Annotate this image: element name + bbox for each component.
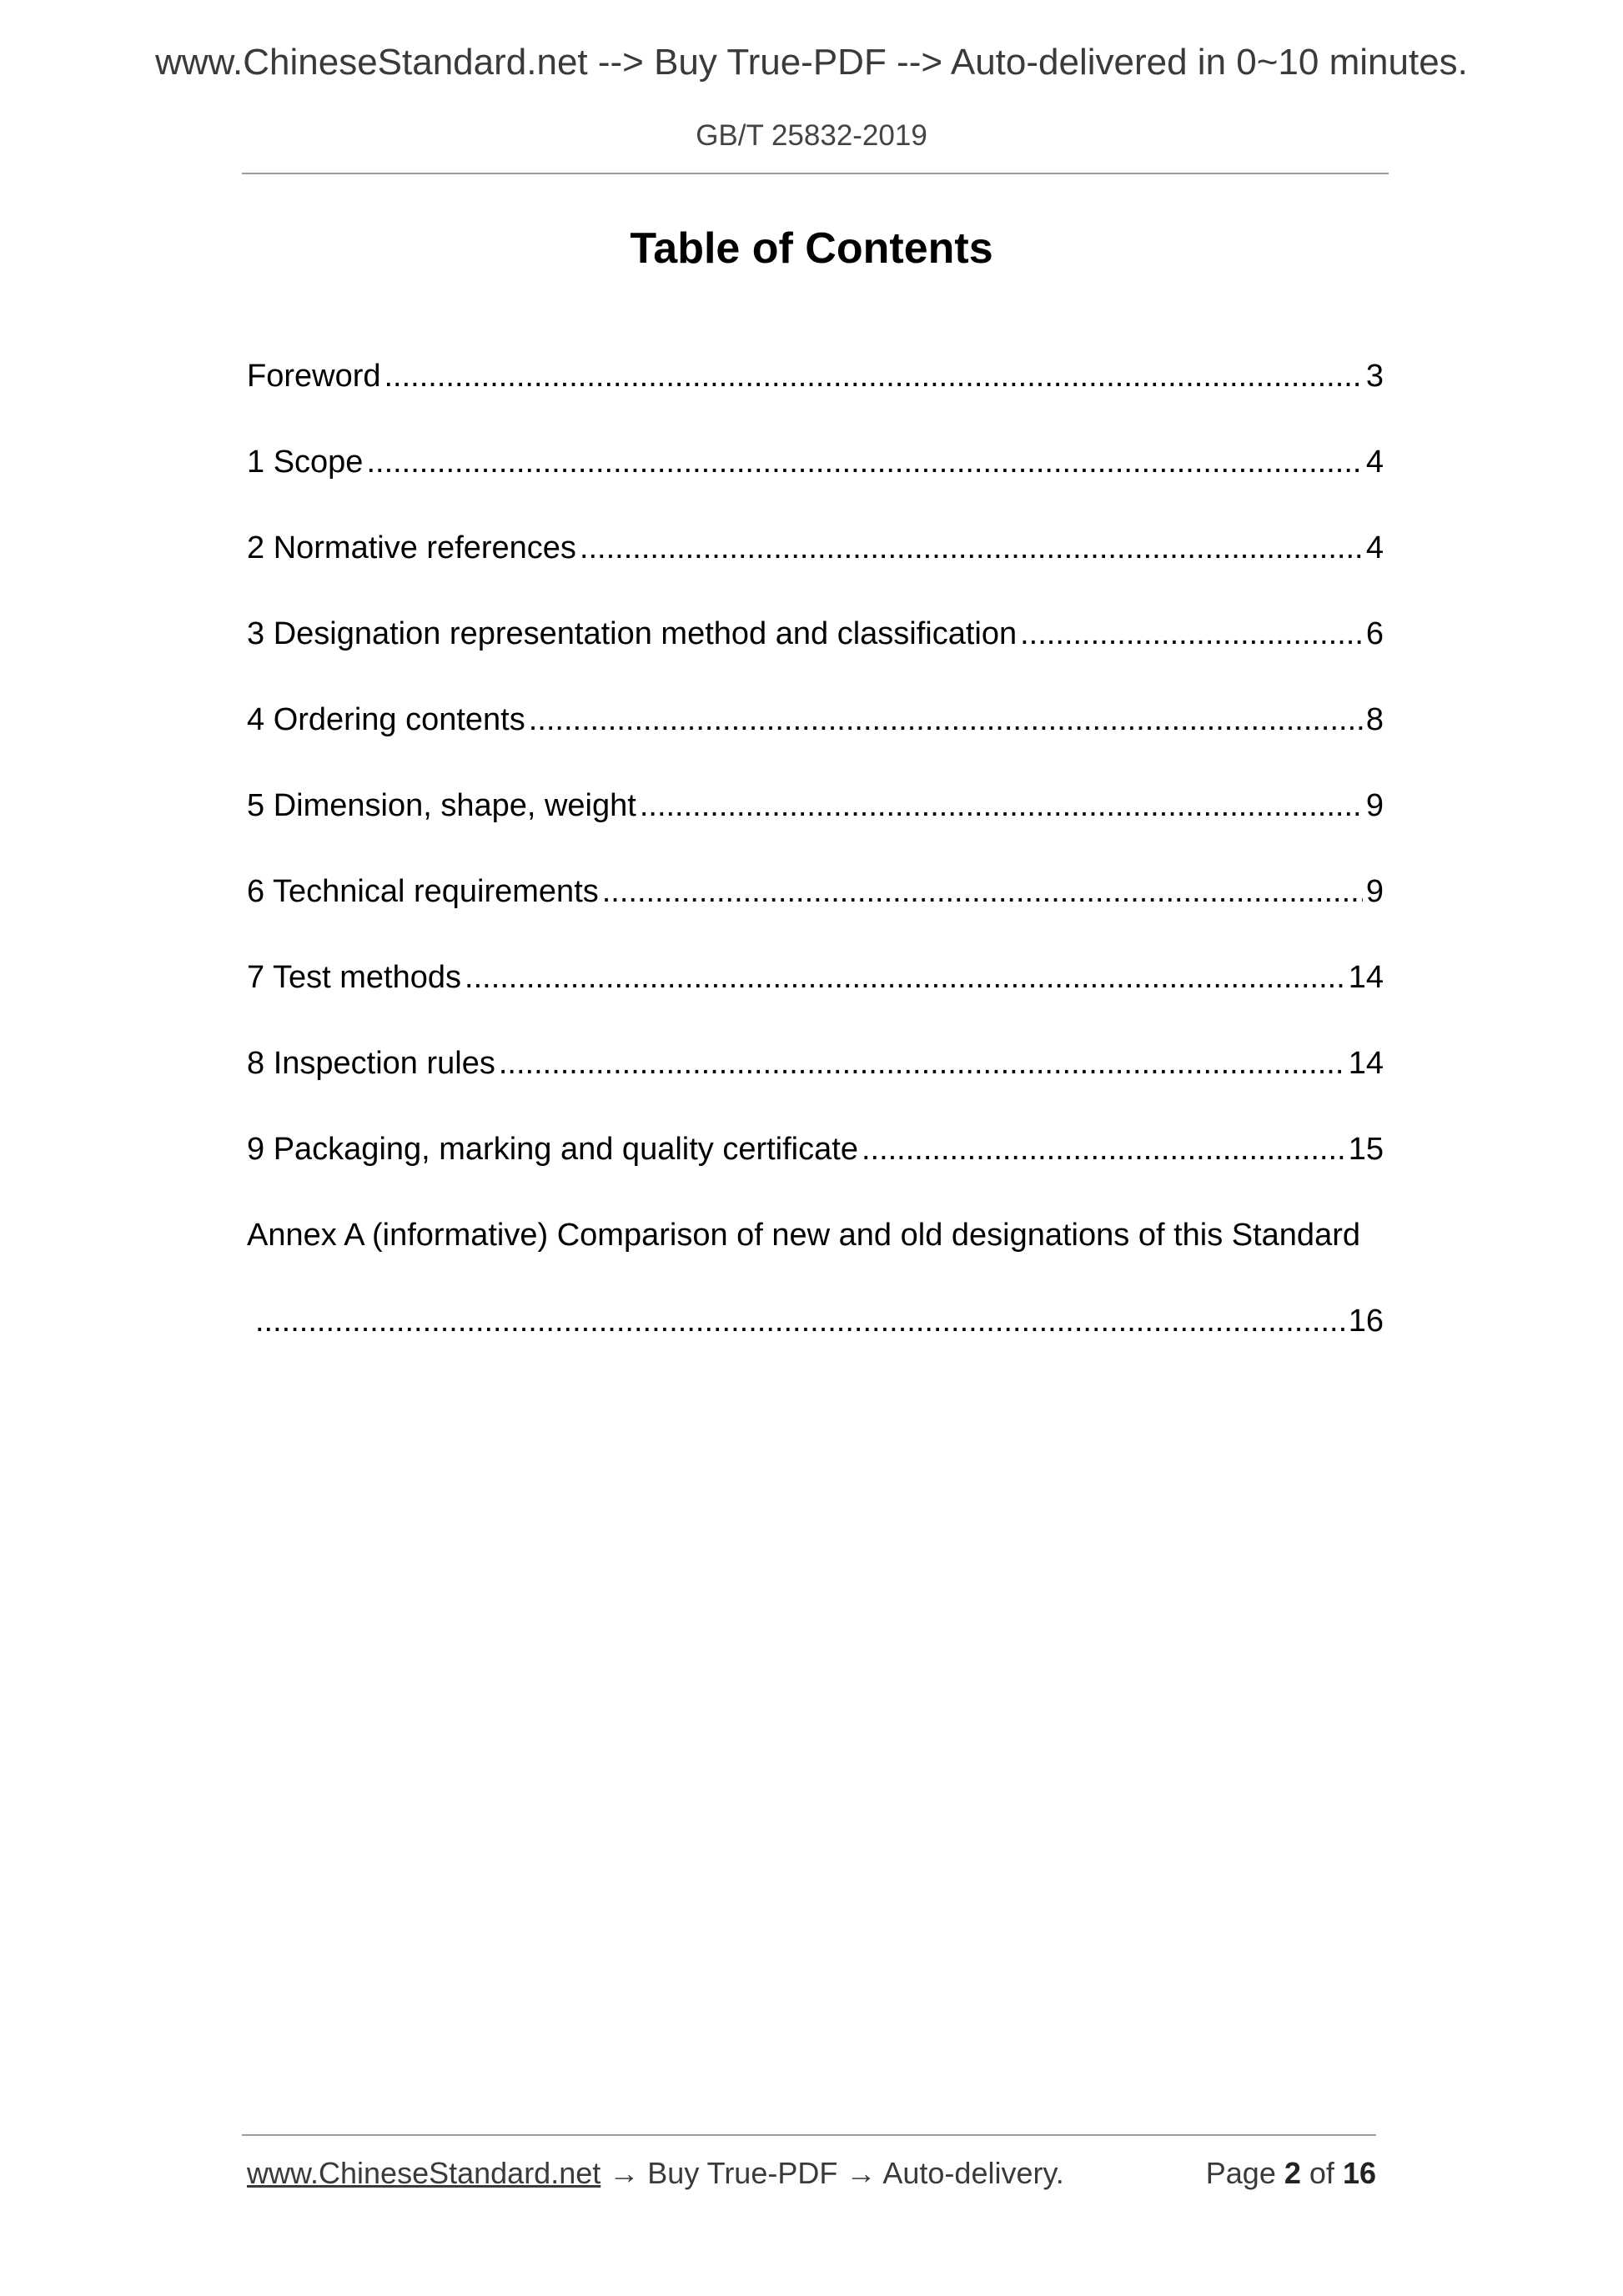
toc-entry-page: 9 bbox=[1365, 788, 1384, 823]
document-code: GB/T 25832-2019 bbox=[696, 119, 927, 152]
table-of-contents bbox=[247, 359, 1384, 1389]
toc-entry-page: 15 bbox=[1348, 1132, 1384, 1167]
toc-entry-label: 3 Designation representation method and classification bbox=[247, 616, 1018, 651]
toc-entry-page: 4 bbox=[1365, 530, 1384, 565]
toc-entry-label: Foreword bbox=[247, 359, 381, 394]
toc-entry-label: 7 Test methods bbox=[247, 960, 462, 995]
toc-entry-normative-references[interactable] bbox=[247, 530, 1384, 616]
page-indicator bbox=[1206, 2156, 1376, 2191]
dot-leader bbox=[862, 1132, 1345, 1168]
toc-entry-page: 9 bbox=[1365, 874, 1384, 909]
toc-entry-page: 14 bbox=[1348, 1046, 1384, 1081]
dot-leader bbox=[1020, 616, 1363, 652]
toc-entry-page: 6 bbox=[1365, 616, 1384, 651]
toc-entry-inspection-rules[interactable] bbox=[247, 1046, 1384, 1132]
page-word: Page bbox=[1205, 2156, 1276, 2190]
toc-entry-page: 16 bbox=[1348, 1304, 1384, 1339]
toc-entry-label: 9 Packaging, marking and quality certificate bbox=[247, 1132, 858, 1167]
dot-leader bbox=[602, 874, 1363, 910]
site-link[interactable]: www.ChineseStandard.net bbox=[247, 2156, 601, 2190]
toc-entry-ordering-contents[interactable] bbox=[247, 702, 1384, 788]
arrow-icon: → bbox=[609, 2156, 640, 2190]
toc-entry-page: 4 bbox=[1365, 445, 1384, 480]
toc-entry-packaging[interactable] bbox=[247, 1132, 1384, 1218]
dot-leader bbox=[499, 1046, 1345, 1082]
footer-left bbox=[247, 2156, 1064, 2191]
toc-entry-label: 1 Scope bbox=[247, 445, 364, 480]
toc-entry-scope[interactable] bbox=[247, 445, 1384, 530]
toc-entry-label: 8 Inspection rules bbox=[247, 1046, 495, 1081]
toc-entry-label: 2 Normative references bbox=[247, 530, 576, 565]
arrow-icon: → bbox=[846, 2156, 877, 2190]
toc-entry-designation[interactable] bbox=[247, 616, 1384, 702]
delivery-text: Auto-delivery. bbox=[882, 2156, 1064, 2190]
dot-leader bbox=[640, 788, 1363, 824]
dot-leader bbox=[529, 702, 1363, 738]
dot-leader bbox=[255, 1304, 1345, 1339]
dot-leader bbox=[366, 445, 1362, 480]
buy-text: Buy True-PDF bbox=[647, 2156, 838, 2190]
toc-entry-test-methods[interactable] bbox=[247, 960, 1384, 1046]
header-divider bbox=[242, 173, 1389, 174]
dot-leader bbox=[465, 960, 1345, 996]
toc-entry-annex-a-leader[interactable] bbox=[247, 1304, 1384, 1389]
current-page: 2 bbox=[1284, 2156, 1301, 2190]
toc-entry-page: 14 bbox=[1348, 960, 1384, 995]
toc-entry-label: 4 Ordering contents bbox=[247, 702, 525, 737]
toc-entry-page: 3 bbox=[1365, 359, 1384, 394]
toc-entry-technical-requirements[interactable] bbox=[247, 874, 1384, 960]
of-word: of bbox=[1309, 2156, 1334, 2190]
toc-entry-label: 5 Dimension, shape, weight bbox=[247, 788, 636, 823]
dot-leader bbox=[384, 359, 1363, 394]
top-banner: www.ChineseStandard.net --> Buy True-PDF --> Auto-delivered in 0~10 minutes. bbox=[155, 42, 1468, 83]
toc-entry-page: 8 bbox=[1365, 702, 1384, 737]
footer-divider bbox=[242, 2134, 1376, 2136]
dot-leader bbox=[580, 530, 1363, 566]
toc-entry-dimension[interactable] bbox=[247, 788, 1384, 874]
toc-entry-annex-a[interactable] bbox=[247, 1218, 1384, 1304]
page-title: Table of Contents bbox=[630, 224, 993, 273]
toc-entry-foreword[interactable] bbox=[247, 359, 1384, 445]
toc-entry-label: 6 Technical requirements bbox=[247, 874, 599, 909]
total-pages: 16 bbox=[1342, 2156, 1376, 2190]
toc-entry-label: Annex A (informative) Comparison of new and old designations of this Standard bbox=[247, 1218, 1360, 1253]
